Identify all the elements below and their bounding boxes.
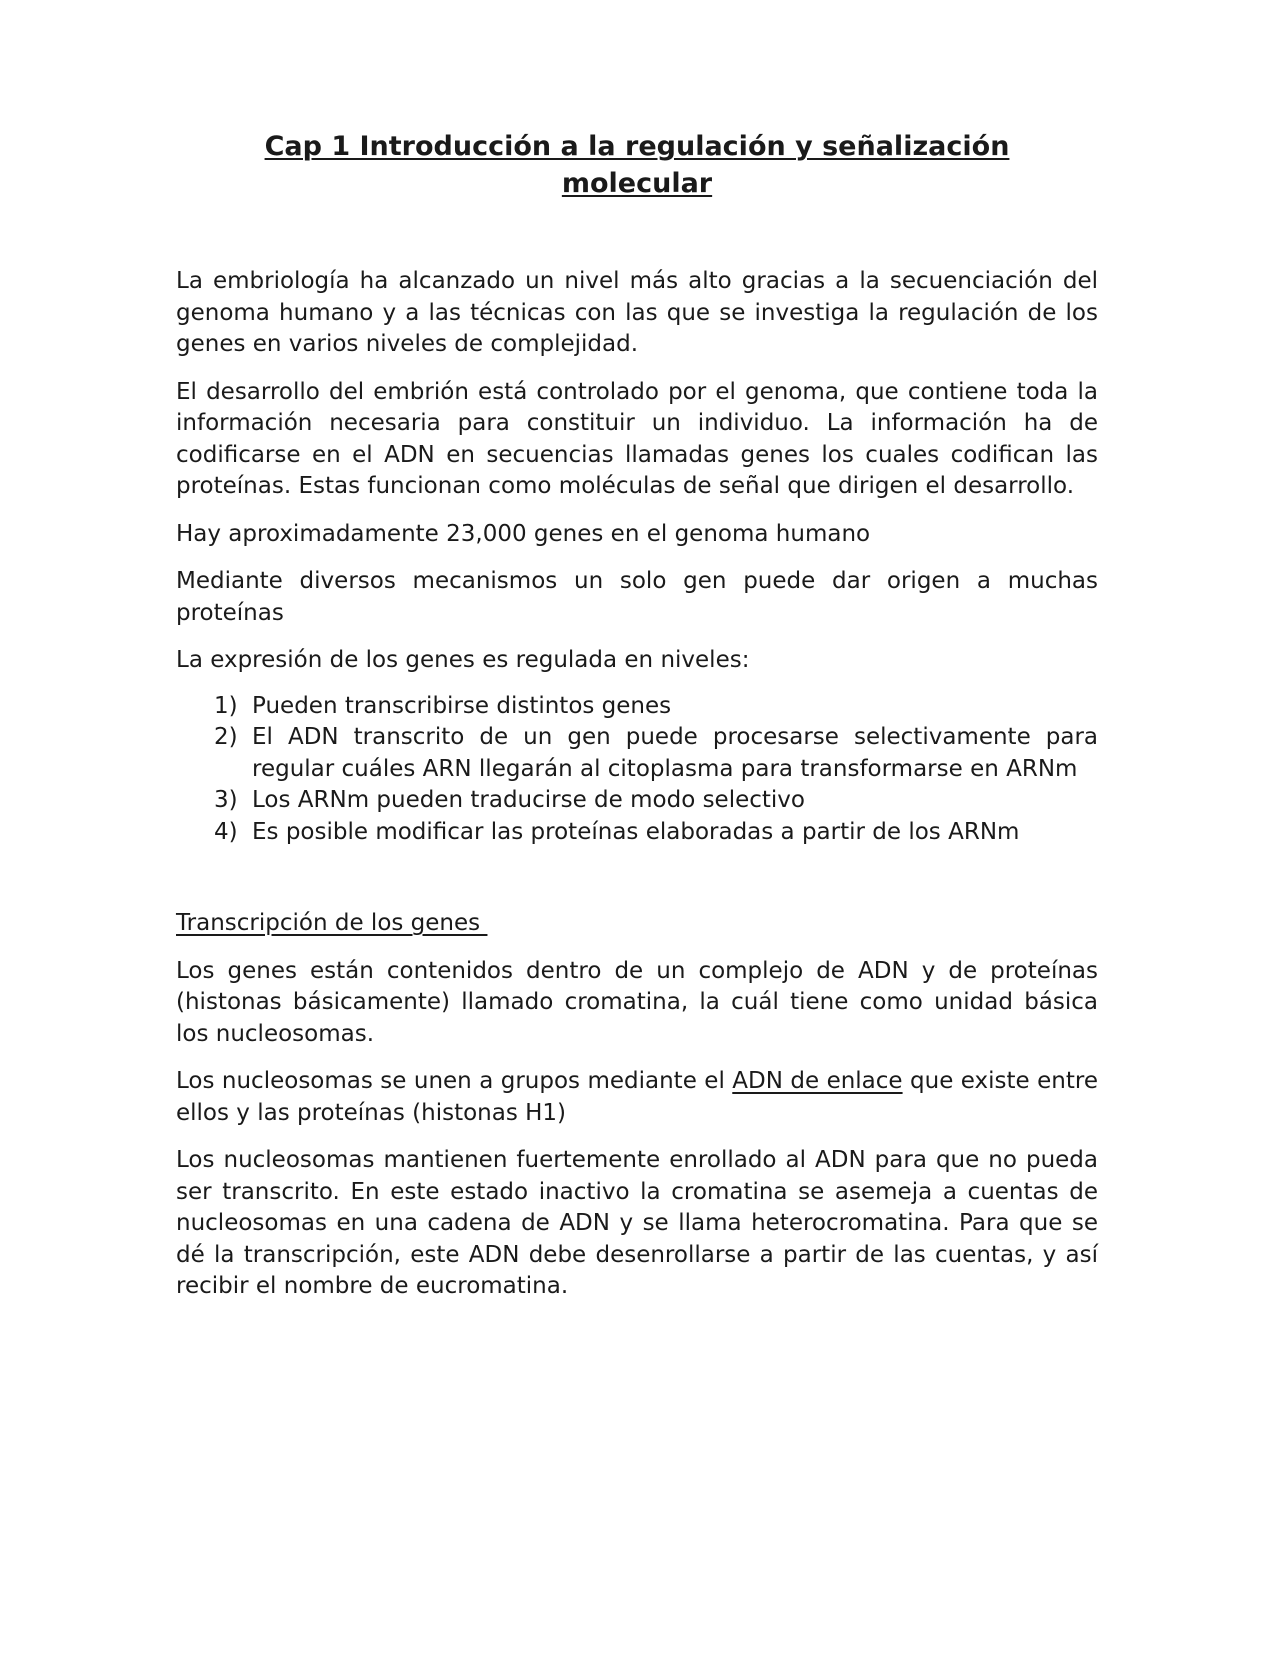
section-heading: Transcripción de los genes (176, 910, 488, 936)
list-item-text: Los ARNm pueden traducirse de modo selectivo (252, 787, 805, 813)
paragraph-mechanisms: Mediante diversos mecanismos un solo gen puede dar origen a muchas proteínas (176, 568, 1098, 626)
paragraph-gene-count: Hay aproximadamente 23,000 genes en el genoma humano (176, 520, 871, 547)
levels-list (176, 691, 1098, 849)
nucleosome-text-before: Los nucleosomas se unen a grupos mediante el (176, 1068, 733, 1094)
list-item-text: El ADN transcrito de un gen puede procesarse selectivamente para regular cuáles ARN llegarán al citoplasma para transformarse en ARNm (252, 724, 1098, 782)
list-item (176, 691, 1098, 723)
list-item (176, 817, 1098, 849)
document-page (176, 128, 1098, 1319)
title-line-1: Cap 1 Introducción a la regulación y señalización (264, 131, 1010, 162)
paragraph-intro: La embriología ha alcanzado un nivel más alto gracias a la secuenciación del genoma humano y a las técnicas con las que se investiga la regulación de los genes en varios niveles de complejidad. (176, 268, 1098, 357)
list-item-text: Es posible modificar las proteínas elaboradas a partir de los ARNm (252, 818, 1020, 845)
paragraph-heterochromatin: Los nucleosomas mantienen fuertemente enrollado al ADN para que no pueda ser transcrito. En este estado inactivo la cromatina se asemeja a cuentas de nucleosomas en una cadena de ADN y se llama heterocromatina. Para que se dé la transcripción, este ADN debe desenrollarse a partir de las cuentas, y así recibir el nombre de eucromatina. (176, 1147, 1098, 1299)
paragraph-nucleosome-groups (176, 1066, 1098, 1129)
nucleosome-text-after: que existe entre ellos y las proteínas (histonas H1) (176, 1068, 1098, 1126)
paragraph-genome: El desarrollo del embrión está controlado por el genoma, que contiene toda la información necesaria para constituir un individuo. La información ha de codificarse en el ADN en secuencias llamadas genes los cuales codifican las proteínas. Estas funcionan como moléculas de señal que dirigen el desarrollo. (176, 378, 1098, 499)
title-line-2: molecular (561, 168, 713, 199)
paragraph-chromatin: Los genes están contenidos dentro de un complejo de ADN y de proteínas (histonas básicamente) llamado cromatina, la cuál tiene como unidad básica los nucleosomas. (176, 957, 1098, 1047)
list-item-number: 3) (214, 787, 238, 813)
list-item-number: 4) (214, 818, 238, 845)
page-title (176, 128, 1098, 202)
list-item (176, 785, 1098, 817)
linker-dna-term: ADN de enlace (732, 1068, 903, 1094)
list-item (176, 722, 1098, 785)
list-item-number: 1) (214, 692, 238, 719)
list-item-text: Pueden transcribirse distintos genes (252, 692, 672, 719)
paragraph-levels-intro: La expresión de los genes es regulada en niveles: (176, 647, 750, 673)
list-item-number: 2) (214, 724, 238, 750)
